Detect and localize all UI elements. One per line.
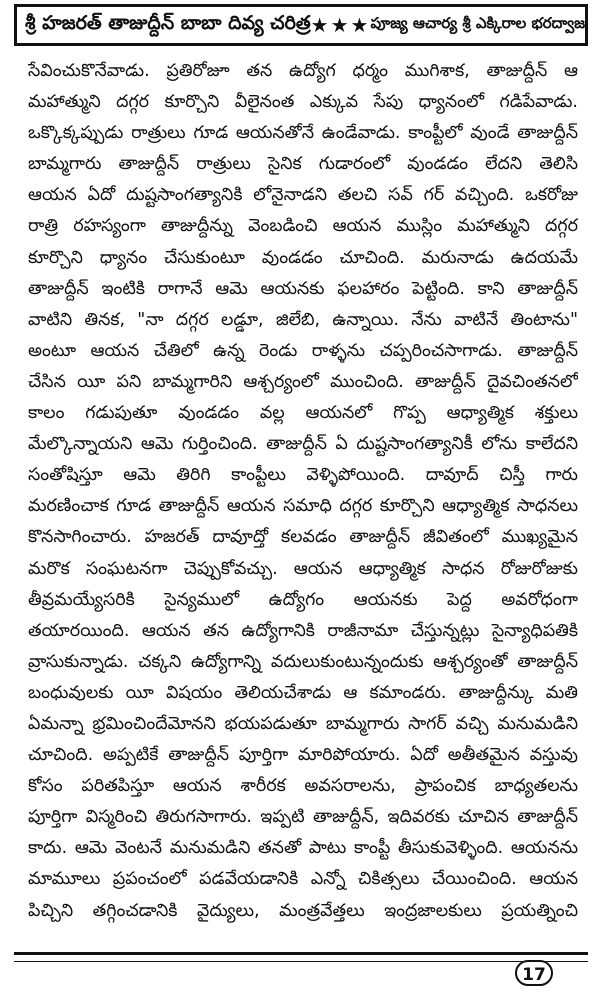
text-line: సేవించుకొనేవాడు. ప్రతిరోజూ తన ఉద్యోగ ధర్మం ముగిశాక, తాజుద్దీన్ ఆ [28, 61, 578, 81]
footer-rule [14, 952, 588, 962]
text-line: ఒక్కొక్కప్పుడు రాత్రులు గూడ ఆయనతోనే ఉండేవాడు. కాంప్టీలో వుండే తాజుద్దీన్ [28, 123, 578, 144]
text-line: తాజుద్దీన్ ఇంటికి రాగానే ఆమె ఆయనకు ఫలహారం పెట్టింది. కాని తాజుద్దీన్ [28, 278, 578, 299]
page-number: 17 [515, 960, 553, 986]
text-line: బంధువులకు యీ విషయం తెలియచేశాడు ఆ కమాండరు. తాజుద్దీన్కు మతి [28, 682, 578, 703]
text-line: మరణించాక గూడ తాజుద్దీన్ ఆయన సమాధి దగ్గర కూర్చొని ఆధ్యాత్మిక సాధనలు [28, 496, 578, 517]
text-line: అంటూ ఆయన చేతిలో ఉన్న రెండు రాళ్ళను చప్పరించసాగాడు. తాజుద్దీన్ [28, 340, 578, 361]
text-line: తయారయింది. ఆయన తన ఉద్యోగానికి రాజీనామా చేస్తున్నట్లు సైన్యాధిపతికి [28, 620, 578, 641]
body-text [28, 56, 578, 927]
text-line: మహాత్ముని దగ్గర కూర్చొని వీలైనంత ఎక్కువ సేపు ధ్యానంలో గడిపేవాడు. [28, 92, 578, 113]
running-header [14, 4, 588, 46]
text-line: పిచ్చిని తగ్గించడానికి వైద్యులు, మంత్రవేత్తలు ఇంద్రజాలకులు ప్రయత్నించి [28, 900, 578, 921]
text-line: కాలం గడుపుతూ వుండడం వల్ల ఆయనలో గొప్ప ఆధ్యాత్మిక శక్తులు [28, 403, 578, 424]
text-line: పూర్తిగా విస్మరించి తిరుగసాగారు. ఇప్పటి తాజుద్దీన్, ఇదివరకు చూచిన తాజుద్దీన్ [28, 807, 578, 828]
book-title: శ్రీ హజరత్ తాజుద్దీన్ బాబా దివ్య చరిత్ర [25, 11, 311, 34]
text-line: మామూలు ప్రపంచంలో పడవేయడానికి ఎన్నో చికిత్సలు చేయించింది. ఆయన [28, 869, 578, 890]
text-line: కూర్చొని ధ్యానం చేసుకుంటూ వుండడం చూచింది. మరునాడు ఉదయమే [28, 247, 578, 268]
text-line: తీవ్రమయ్యేసరికి సైన్యములో ఉద్యోగం ఆయనకు పెద్ద అవరోధంగా [28, 589, 578, 610]
text-line: చూచింది. అప్పటికే తాజుద్దీన్ పూర్తిగా మారిపోయారు. ఏదో అతీతమైన వస్తువు [28, 745, 578, 766]
text-line: రాత్రి రహస్యంగా తాజుద్దీన్ను వెంబడించి ఆయన ముస్లిం మహాత్ముని దగ్గర [28, 216, 578, 237]
header-stars: ★★★ [310, 13, 371, 37]
text-line: వ్రాసుకున్నాడు. చక్కని ఉద్యోగాన్ని వదులుకుంటున్నందుకు ఆశ్చర్యంతో తాజుద్దీన్ [28, 651, 578, 672]
text-line: మేల్కొన్నాయని ఆమె గుర్తించింది. తాజుద్దీన్ ఏ దుష్టసాంగత్యానికీ లోను కాలేదని [28, 434, 578, 455]
text-line: ఆయన ఏదో దుష్టసాంగత్యానికి లోనైనాడని తలచి సవ్ గర్ వచ్చింది. ఒకరోజు [28, 185, 578, 206]
text-line: కొనసాగించారు. హజరత్ దావూద్తో కలవడం తాజుద్దీన్ జీవితంలో ముఖ్యమైన [28, 527, 578, 548]
text-line: మరొక సంఘటనగా చెప్పుకోవచ్చు. ఆయన ఆధ్యాత్మిక సాధన రోజురోజుకు [28, 558, 578, 579]
author-name: పూజ్య ఆచార్య శ్రీ ఎక్కిరాల భరద్వాజ [370, 14, 586, 32]
text-line: వాటిని తినక, "నా దగ్గర లడ్డూ, జిలేబి, ఉన్నాయి. నేను వాటినే తింటాను" [28, 309, 578, 330]
text-line: చేసిన యీ పని బామ్మగారిని ఆశ్చర్యంలో ముంచింది. తాజుద్దీన్ దైవచింతనలో [28, 371, 578, 392]
text-line: సంతోషిస్తూ ఆమె తిరిగి కాంప్టీలు వెళ్ళిపోయింది. దావూద్ చిస్తీ గారు [28, 465, 578, 486]
text-line: ఏమన్నా భ్రమించిందేమోనని భయపడుతూ బామ్మగారు సాగర్ వచ్చి మనుమడిని [28, 713, 578, 734]
text-line: బామ్మగారు తాజుద్దీన్ రాత్రులు సైనిక గుడారంలో వుండడం లేదని తెలిసి [28, 154, 578, 175]
text-line: కోసం పరితపిస్తూ ఆయన శారీరక అవసరాలను, ప్రాపంచిక బాధ్యతలను [28, 776, 578, 797]
text-line: కాదు. ఆమె వెంటనే మనుమడిని తనతో పాటు కాంప్టీ తీసుకువెళ్ళింది. ఆయనను [28, 838, 578, 859]
